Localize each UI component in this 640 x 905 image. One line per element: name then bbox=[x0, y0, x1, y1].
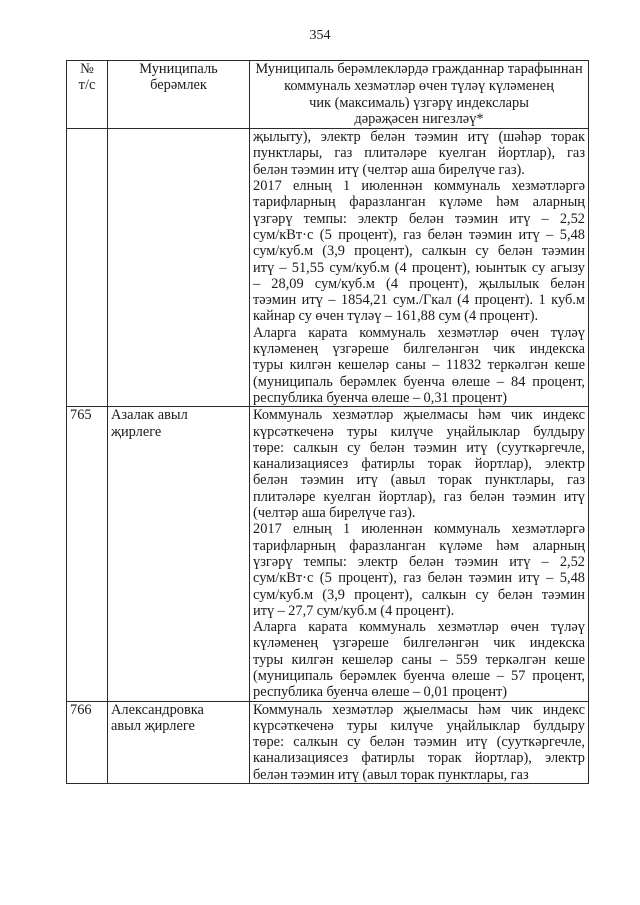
municipality-name-line: авыл җирлеге bbox=[111, 717, 195, 734]
description-line: төре: салкын су белән тәэмин итү (сууткәргечле, bbox=[253, 439, 585, 456]
description-line: Коммуналь хезмәтләр җыелмасы һәм чик индекс bbox=[253, 407, 585, 424]
municipality-name bbox=[108, 129, 250, 407]
header-description bbox=[250, 61, 589, 129]
header-number-line: № bbox=[80, 61, 94, 77]
description-line: итү – 51,55 сум/куб.м (4 процент), юынтык су агызу bbox=[253, 259, 585, 276]
description-line: 2017 елның 1 июленнән коммуналь хезмәтләргә bbox=[253, 521, 585, 538]
description-line: плитәләре куелган йортлар), газ белән тәэмин итү bbox=[253, 488, 585, 505]
description-paragraph bbox=[253, 129, 585, 178]
description-line: (муниципаль берәмлек буенча өлеше – 84 процент, bbox=[253, 373, 585, 390]
municipality-name-line: җирлеге bbox=[111, 423, 162, 440]
row-number: 765 bbox=[67, 407, 108, 701]
table-row bbox=[67, 407, 589, 701]
description-line: Аларга карата коммуналь хезмәтләр өчен түләү bbox=[253, 324, 585, 341]
description-line: җылыту), электр белән тәэмин итү (шәһәр торак bbox=[253, 129, 585, 146]
municipality-name bbox=[108, 701, 250, 783]
description-paragraph bbox=[253, 702, 585, 783]
header-municipality bbox=[108, 61, 250, 129]
description-line: туры килгән кешеләр саны – 11832 теркәлгән кеше bbox=[253, 357, 585, 374]
description-line: Коммуналь хезмәтләр җыелмасы һәм чик индекс bbox=[253, 701, 585, 718]
description-line: үзгәрү темпы: электр белән тәэмин итү – 2,52 bbox=[253, 553, 585, 570]
description-line: күләменең үзгәреше билгеләнгән чик индекска bbox=[253, 341, 585, 358]
row-number bbox=[67, 129, 108, 407]
tariff-table bbox=[66, 60, 589, 784]
description-line: (челтәр аша бирелүче газ). bbox=[253, 505, 416, 522]
municipality-name-line: Азалак авыл bbox=[111, 407, 188, 424]
description-line: тарифларның фаразланган күләме һәм аларның bbox=[253, 194, 585, 211]
description-line: 2017 елның 1 июленнән коммуналь хезмәтләргә bbox=[253, 178, 585, 195]
description-line: күләменең үзгәреше билгеләнгән чик индекска bbox=[253, 635, 585, 652]
description-line: үзгәрү темпы: электр белән тәэмин итү – 2,52 bbox=[253, 210, 585, 227]
description-line: канализациясез фатирлы торак йортлар), электр bbox=[253, 456, 585, 473]
description-line: күрсәткеченә туры килүче уңайлыклар булдыру bbox=[253, 717, 585, 734]
description-paragraph bbox=[253, 407, 585, 521]
description-line: белән тәэмин итү (авыл торак пунктлары, газ bbox=[253, 766, 529, 783]
description-line: республика буенча өлеше – 0,01 процент) bbox=[253, 684, 508, 701]
description-paragraph bbox=[253, 619, 585, 700]
header-municipality-line: берәмлек bbox=[150, 77, 207, 94]
header-number bbox=[67, 61, 108, 129]
header-number-line: т/с bbox=[78, 77, 96, 94]
description-line: – 28,09 сум/куб.м (4 процент), җылылык белән bbox=[253, 275, 585, 292]
row-number: 766 bbox=[67, 701, 108, 783]
description-paragraph bbox=[253, 325, 585, 406]
description-line: белән тәэмин итү (челтәр аша бирелүче газ). bbox=[253, 161, 525, 178]
description-line: белән тәэмин итү (авыл торак пунктлары, газ bbox=[253, 472, 585, 489]
description-line: Аларга карата коммуналь хезмәтләр өчен түләү bbox=[253, 619, 585, 636]
municipality-name bbox=[108, 407, 250, 701]
page-number: 354 bbox=[309, 28, 331, 43]
header-municipality-line: Муниципаль bbox=[139, 61, 218, 77]
description-line: республика буенча өлеше – 0,31 процент) bbox=[253, 389, 508, 406]
description-cell bbox=[250, 407, 589, 701]
description-line: канализациясез фатирлы торак йортлар), электр bbox=[253, 750, 585, 767]
description-line: сум/кВт·с (5 процент), газ белән тәэмин итү – 5,48 bbox=[253, 570, 585, 587]
header-description-line: Муниципаль берәмлекләрдә гражданнар тарафыннан bbox=[255, 61, 583, 77]
municipality-name-line: Александровка bbox=[111, 701, 204, 718]
description-line: туры килгән кешеләр саны – 559 теркәлгән кеше bbox=[253, 651, 585, 668]
description-line: итү – 27,7 сум/куб.м (4 процент). bbox=[253, 602, 455, 619]
description-line: (муниципаль берәмлек буенча өлеше – 57 процент, bbox=[253, 667, 585, 684]
header-description-line: коммуналь хезмәтләр өчен түләү күләменең bbox=[284, 77, 554, 94]
description-line: пунктлары, газ плитәләре куелган йортлар), газ bbox=[253, 145, 585, 162]
description-cell bbox=[250, 129, 589, 407]
header-description-line: дәрәҗәсен нигезләү* bbox=[354, 111, 484, 128]
description-line: сум/куб.м (3,9 процент), салкын су белән тәэмин bbox=[253, 243, 585, 260]
description-line: тарифларның фаразланган күләме һәм аларның bbox=[253, 537, 585, 554]
header-description-line: чик (максималь) үзгәрү индекслары bbox=[309, 94, 529, 111]
table-body bbox=[67, 129, 589, 784]
description-line: сум/куб.м (3,9 процент), салкын су белән тәэмин bbox=[253, 586, 585, 603]
description-line: тәэмин итү – 1854,21 сум./Гкал (4 процент). 1 куб.м bbox=[253, 292, 585, 309]
description-line: кайнар су өчен түләү – 161,88 сум (4 процент). bbox=[253, 308, 539, 325]
description-line: төре: салкын су белән тәэмин итү (сууткәргечле, bbox=[253, 734, 585, 751]
table-row bbox=[67, 701, 589, 783]
description-line: күрсәткеченә туры килүче уңайлыклар булдыру bbox=[253, 423, 585, 440]
table-row bbox=[67, 129, 589, 407]
description-line: сум/кВт·с (5 процент), газ белән тәэмин итү – 5,48 bbox=[253, 226, 585, 243]
description-paragraph bbox=[253, 521, 585, 619]
description-cell bbox=[250, 701, 589, 783]
table-header-row bbox=[67, 61, 589, 129]
description-paragraph bbox=[253, 178, 585, 325]
